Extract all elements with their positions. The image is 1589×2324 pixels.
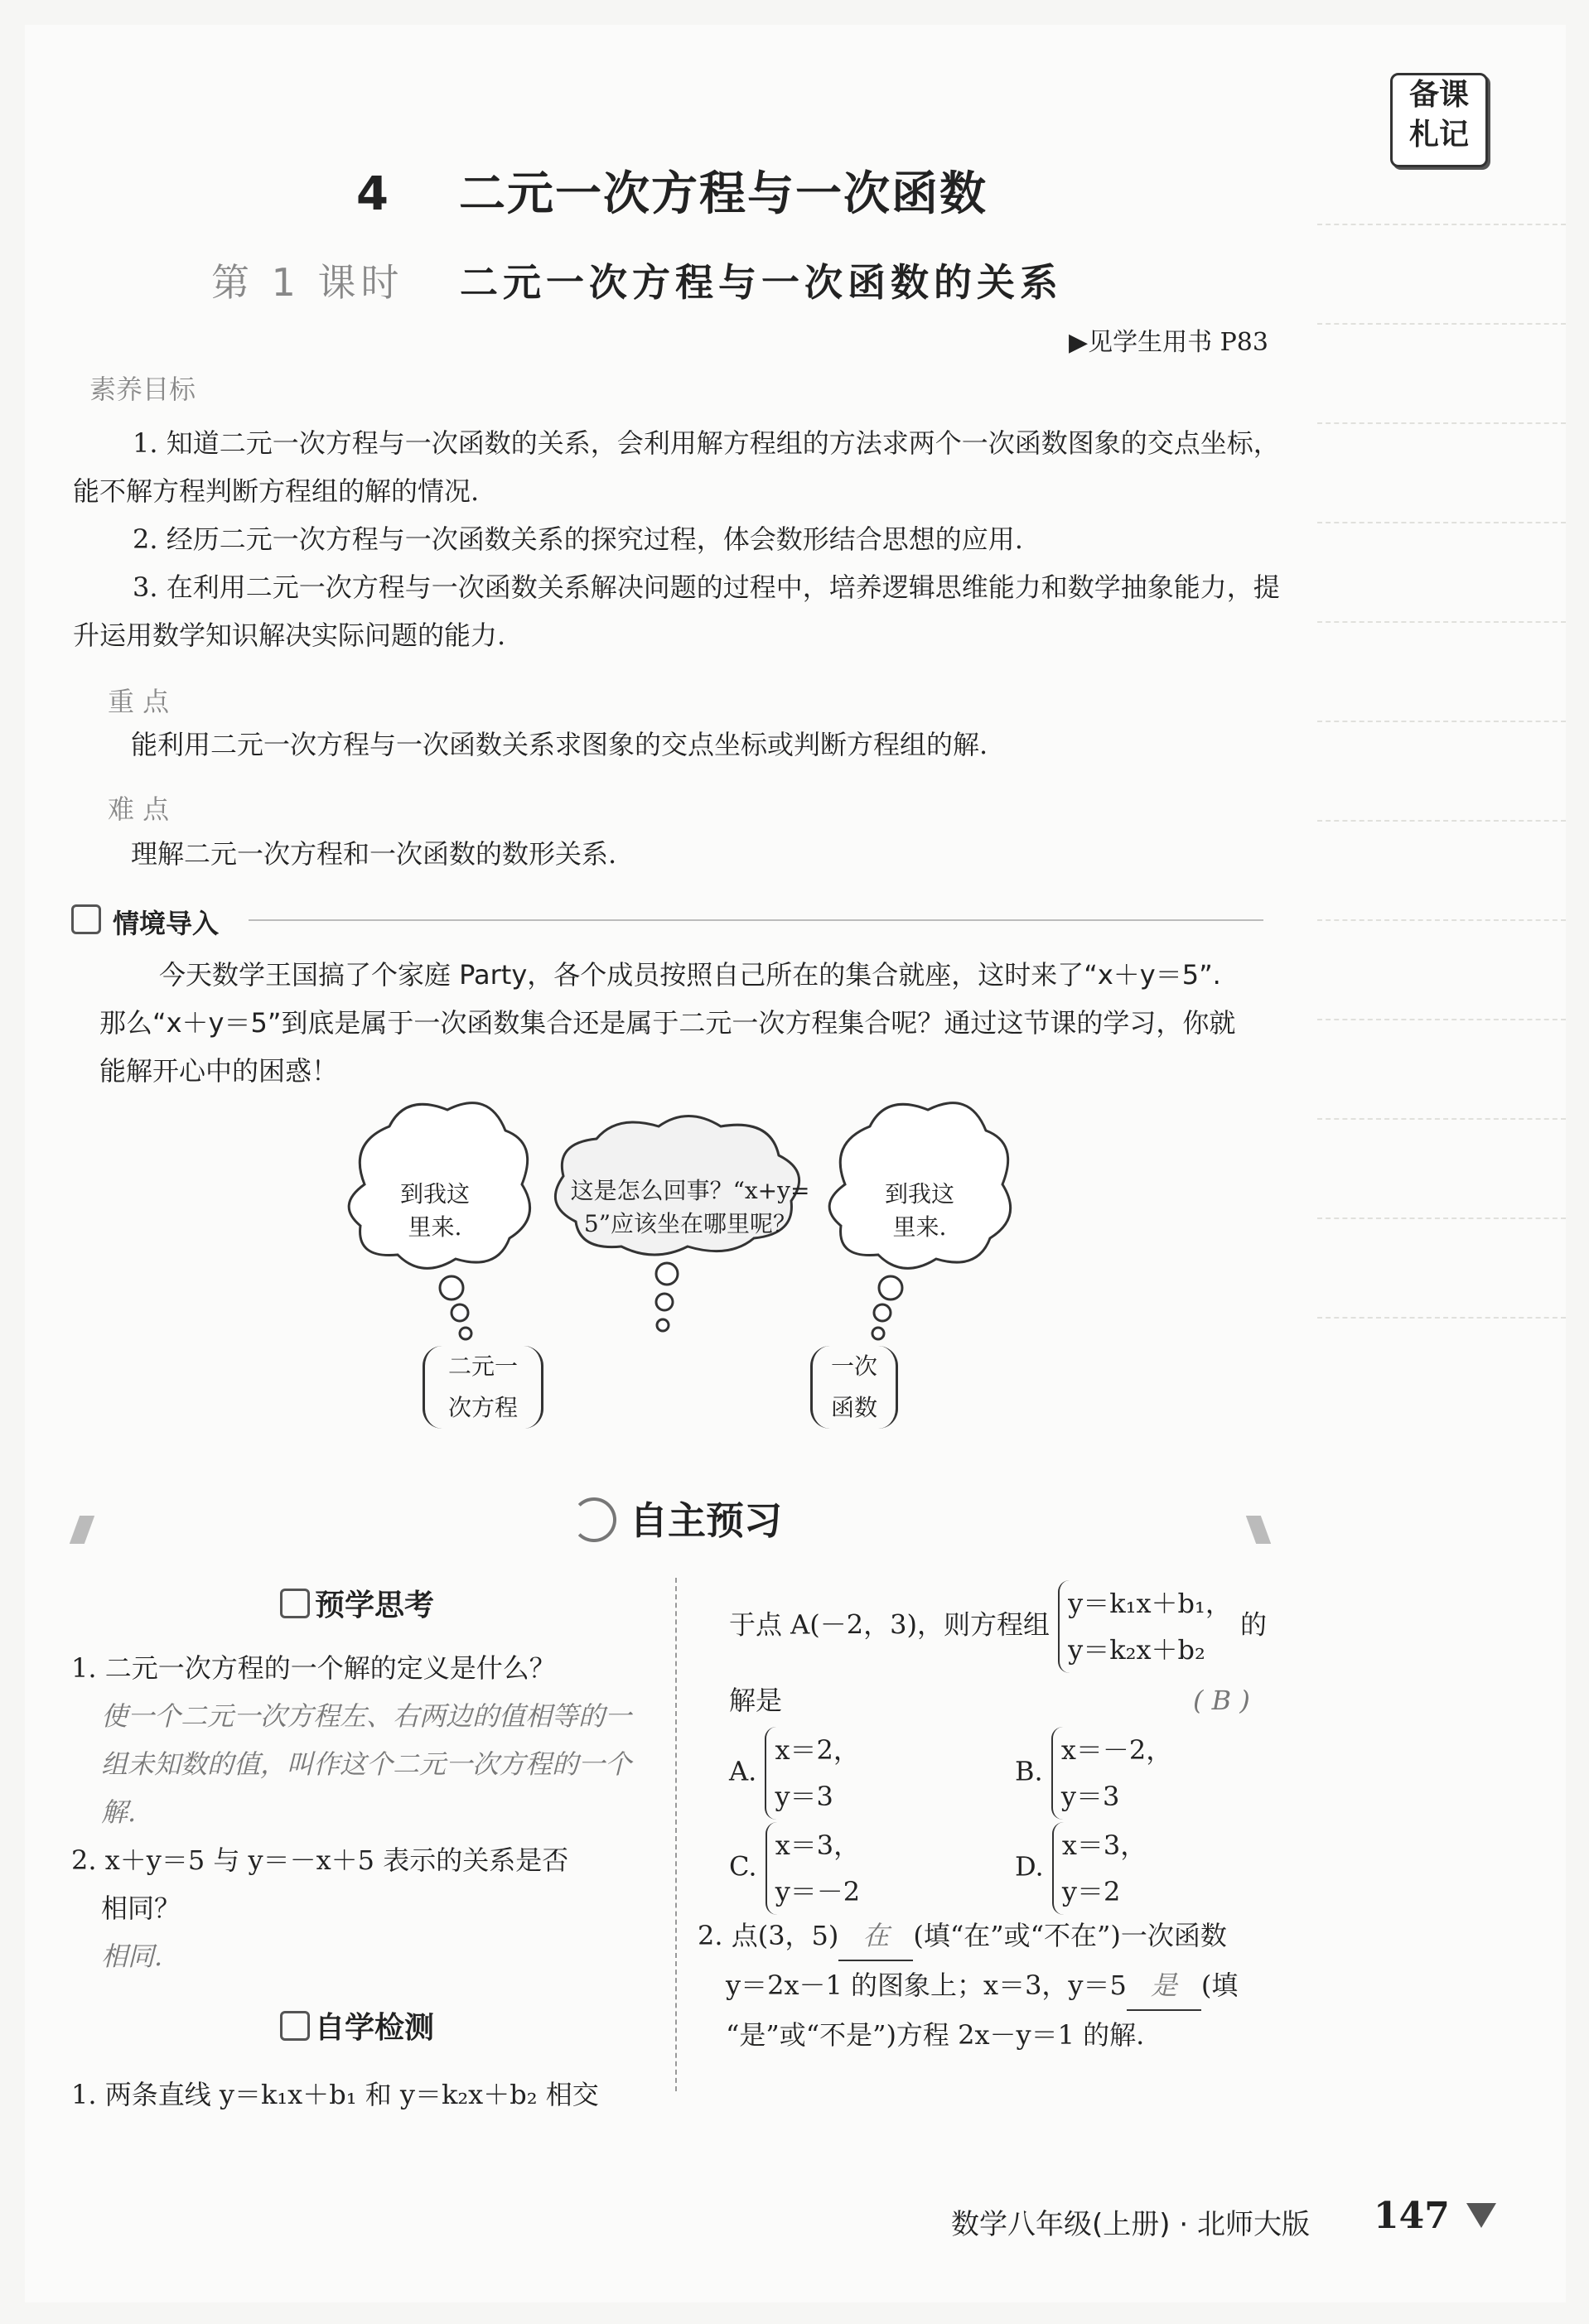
section-icon: [572, 1497, 616, 1542]
option-line: y＝3: [1060, 1781, 1120, 1812]
check-icon: [280, 2011, 310, 2041]
check-q1-continued: [729, 1580, 1292, 1673]
notes-line: [1317, 1019, 1566, 1020]
check-q2: [698, 1912, 1294, 2059]
center-thought-bubble: [656, 1263, 678, 1285]
option-system: [766, 1822, 860, 1915]
option-line: x＝－2，: [1060, 1734, 1173, 1766]
preview-heading: 预学思考: [315, 1589, 435, 1622]
option-c[interactable]: [729, 1822, 860, 1915]
option-a[interactable]: [729, 1727, 860, 1820]
footer-text: 数学八年级(上册) · 北师大版: [951, 2208, 1310, 2241]
option-line: x＝3，: [1061, 1830, 1147, 1861]
notes-line: [1317, 1118, 1566, 1120]
option-line: y＝2: [1061, 1876, 1121, 1907]
badge-line1: 备课: [1408, 78, 1469, 112]
preview-a1: 使一个二元一次方程左、右两边的值相等的一组未知数的值，叫作这个二元一次方程的一个解.: [101, 1700, 632, 1828]
right-thought-bubble: [872, 1328, 884, 1339]
goals-heading: 素养目标: [89, 374, 196, 405]
lesson-title: 二元一次方程与一次函数的关系: [460, 260, 1063, 305]
q2-part5: “是”或“不是”)方程 2x－y＝1 的解.: [726, 2019, 1145, 2051]
intro-icon: [71, 904, 101, 934]
column-divider: [675, 1578, 677, 2091]
section-title: 自主预习: [630, 1498, 782, 1543]
right-thought-bubble: [874, 1304, 891, 1321]
intro-paragraph: 今天数学王国搞了个家庭 Party，各个成员按照自己所在的集合就座，这时来了“x＋y＝5”. 那么“x＋y＝5”到底是属于一次函数集合还是属于二元一次方程集合呢？通过这节课的学习，你就能解开心中的困惑！: [99, 959, 1236, 1087]
option-label: B.: [1015, 1755, 1043, 1787]
answer-bracket: ( B ): [1193, 1685, 1250, 1716]
left-cloud-text: [377, 1178, 493, 1244]
notes-line: [1317, 323, 1566, 325]
goal-item: 2. 经历二元一次方程与一次函数关系的探究过程，体会数形结合思想的应用.: [133, 523, 1023, 555]
difficult-point-heading: 难 点: [108, 793, 170, 825]
intro-divider: [249, 919, 1263, 921]
notes-line: [1317, 1317, 1566, 1319]
title-number: 4: [356, 167, 390, 221]
check-heading: 自学检测: [315, 2011, 435, 2045]
right-thought-bubble: [879, 1276, 902, 1299]
preview-questions: [71, 1644, 651, 1980]
option-system: [1052, 1822, 1147, 1915]
goal-item: 3. 在利用二元一次方程与一次函数关系解决问题的过程中，培养逻辑思维能力和数学抽象能力，提升运用数学知识解决实际问题的能力.: [73, 571, 1280, 651]
option-line: x＝3，: [775, 1830, 861, 1861]
check-q1-cont-text: 于点 A(－2，3)，则方程组: [729, 1608, 1050, 1641]
option-label: C.: [729, 1850, 757, 1883]
q2-part1: 2. 点(3，5): [698, 1920, 839, 1951]
preview-icon: [280, 1589, 310, 1618]
title-text: 二元一次方程与一次函数: [458, 167, 988, 221]
left-cloud-line: 里来.: [408, 1213, 462, 1241]
notes-badge: [1390, 73, 1488, 167]
option-line: x＝2，: [775, 1734, 860, 1766]
notes-line: [1317, 422, 1566, 424]
preview-q2: 2. x＋y＝5 与 y＝－x＋5 表示的关系是否: [71, 1844, 569, 1876]
page-title: [356, 157, 988, 224]
q2-blank1[interactable]: 在: [838, 1912, 913, 1961]
option-system: [765, 1727, 859, 1820]
de-word: 的: [1240, 1608, 1268, 1641]
reference-link[interactable]: [1069, 321, 1268, 358]
right-set-braces: [810, 1346, 898, 1429]
intro-heading: 情境导入: [113, 908, 220, 939]
left-thought-bubble: [452, 1304, 468, 1321]
page-number: 147: [1374, 2195, 1450, 2237]
center-thought-bubble: [656, 1294, 673, 1310]
q2-part4: (填: [1200, 1970, 1239, 2001]
q2-part3: y＝2x－1 的图象上；x＝3，y＝5: [726, 1970, 1127, 2001]
system-eq2: y＝k₂x＋b₂: [1068, 1634, 1205, 1666]
notes-line: [1317, 621, 1566, 623]
option-system: [1051, 1727, 1172, 1820]
play-icon: ▶: [1069, 328, 1089, 357]
left-thought-bubble: [460, 1328, 471, 1339]
notes-line: [1317, 224, 1566, 225]
center-thought-bubble: [657, 1319, 669, 1331]
option-d[interactable]: [1015, 1822, 1147, 1915]
center-cloud-text: [553, 1174, 827, 1241]
right-set-line: 函数: [830, 1394, 877, 1421]
center-cloud-line: 5”应该坐在哪里呢？: [583, 1210, 797, 1237]
center-cloud-line: 这是怎么回事？“x+y=: [570, 1177, 810, 1204]
check-q1: 1. 两条直线 y＝k₁x＋b₁ 和 y＝k₂x＋b₂ 相交: [71, 2079, 599, 2110]
solution-label: 解是: [729, 1685, 783, 1716]
option-line: y＝3: [775, 1781, 833, 1812]
preview-q1: 1. 二元一次方程的一个解的定义是什么？: [71, 1652, 556, 1684]
preview-a2: 相同.: [101, 1941, 163, 1972]
notes-line: [1317, 1217, 1566, 1219]
equation-system: [1058, 1580, 1232, 1673]
option-b[interactable]: [1015, 1727, 1172, 1820]
left-cloud-line: 到我这: [399, 1180, 470, 1208]
option-label: D.: [1015, 1850, 1044, 1883]
left-set-line: 二元一: [447, 1352, 518, 1380]
option-line: y＝－2: [775, 1876, 861, 1907]
lesson-label: 第 1 课时: [211, 260, 404, 305]
left-set-braces: [423, 1346, 543, 1429]
q2-part2: (填“在”或“不在”)一次函数: [913, 1920, 1227, 1951]
intro-text: [99, 951, 1251, 1095]
right-set-line: 一次: [830, 1352, 877, 1380]
goal-item: 1. 知道二元一次方程与一次函数的关系，会利用解方程组的方法求两个一次函数图象的交点坐标，能不解方程判断方程组的解的情况.: [73, 427, 1280, 507]
right-cloud-text: [862, 1178, 978, 1244]
right-cloud-line: 到我这: [884, 1180, 954, 1208]
left-thought-bubble: [440, 1276, 463, 1299]
corner-deco-icon: [1466, 2203, 1496, 2228]
notes-line: [1317, 919, 1566, 921]
system-eq1: y＝k₁x＋b₁，: [1068, 1588, 1232, 1619]
left-set-line: 次方程: [447, 1394, 518, 1421]
key-point-heading: 重 点: [108, 686, 170, 717]
reference-text: 见学生用书 P83: [1088, 328, 1268, 357]
difficult-point-text: 理解二元一次方程和一次函数的数形关系.: [131, 838, 617, 870]
badge-line2: 札记: [1408, 118, 1469, 152]
key-point-text: 能利用二元一次方程与一次函数关系求图象的交点坐标或判断方程组的解.: [131, 729, 988, 760]
notes-line: [1317, 721, 1566, 722]
preview-q2-cont: 相同？: [101, 1892, 181, 1924]
q2-blank2[interactable]: 是: [1127, 1961, 1201, 2011]
right-cloud-line: 里来.: [892, 1213, 947, 1241]
goals-list: [73, 419, 1284, 659]
notes-line: [1317, 820, 1566, 822]
notes-line: [1317, 522, 1566, 523]
option-label: A.: [729, 1755, 757, 1787]
